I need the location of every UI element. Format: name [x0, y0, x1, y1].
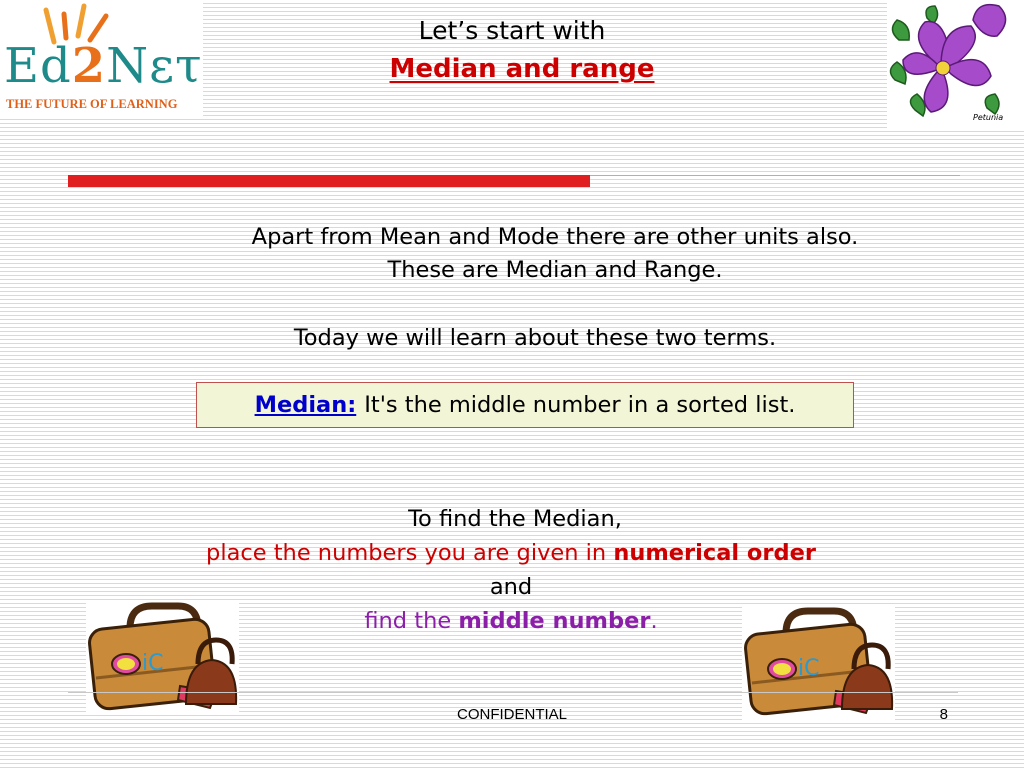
median-definition-box [196, 382, 854, 428]
steps-line-4: find the middle number. [364, 608, 658, 634]
logo-wordmark: Ed2Nετ [4, 38, 203, 94]
page-number: 8 [939, 706, 948, 723]
median-term: Median: [254, 392, 357, 418]
steps-line-1: To find the Median, [408, 506, 622, 532]
steps-line-3: and [489, 574, 533, 600]
slide-title: Median and range [389, 54, 655, 84]
petunia-flower-icon [887, 0, 1024, 128]
title-intro: Let’s start with [418, 16, 606, 45]
title-divider-bar [68, 175, 590, 187]
petunia-caption: Petunia [973, 113, 1004, 122]
intro-line-1: Apart from Mean and Mode there are other units also. [251, 224, 859, 250]
ed2net-logo [0, 0, 203, 118]
petunia-image [887, 0, 1024, 128]
suitcase-image-right [742, 605, 895, 720]
footer-divider [68, 692, 958, 693]
svg-text:iC: iC [798, 656, 820, 681]
steps-line-2: place the numbers you are given in numerical order [206, 540, 816, 566]
intro-line-3: Today we will learn about these two terms. [293, 325, 777, 351]
svg-text:iC: iC [142, 651, 164, 676]
footer-confidential: CONFIDENTIAL [456, 706, 567, 723]
title-divider-line [590, 175, 960, 176]
intro-line-2: These are Median and Range. [387, 257, 723, 283]
logo-tagline: THE FUTURE OF LEARNING [6, 97, 178, 111]
median-definition-text: It's the middle number in a sorted list. [364, 392, 796, 418]
suitcase-icon [742, 605, 895, 720]
suitcase-icon [86, 600, 239, 715]
suitcase-image-left [86, 600, 239, 715]
